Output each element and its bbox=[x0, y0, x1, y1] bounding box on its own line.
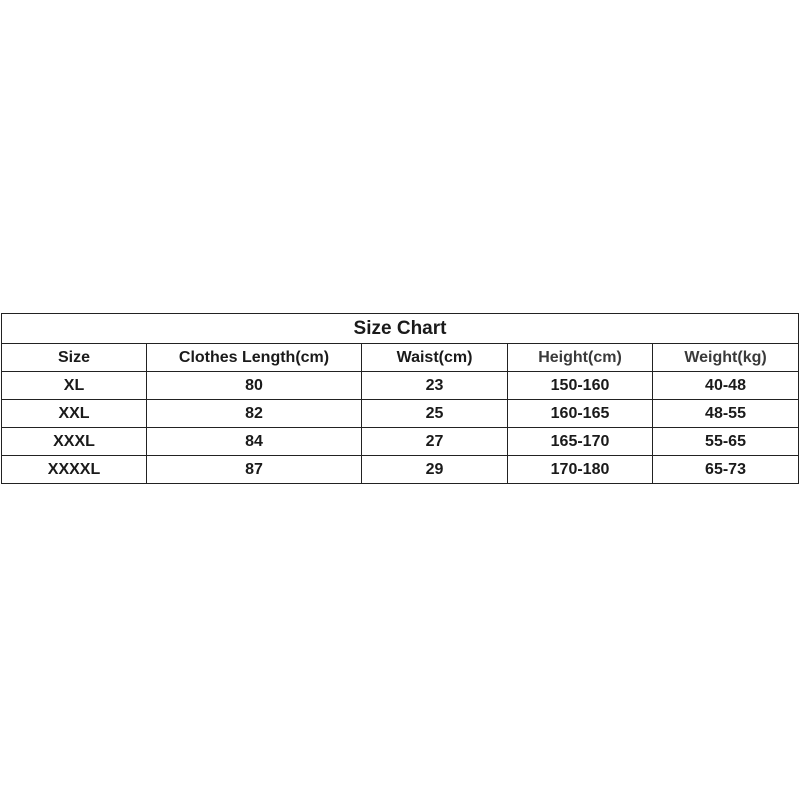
cell-height: 165-170 bbox=[508, 428, 653, 456]
cell-clothes-length: 82 bbox=[147, 400, 362, 428]
header-row bbox=[2, 344, 799, 372]
cell-size: XL bbox=[2, 372, 147, 400]
cell-height: 170-180 bbox=[508, 456, 653, 484]
cell-waist: 23 bbox=[362, 372, 508, 400]
table-title: Size Chart bbox=[2, 314, 799, 344]
column-header-size: Size bbox=[2, 344, 147, 372]
cell-weight: 40-48 bbox=[653, 372, 799, 400]
cell-waist: 27 bbox=[362, 428, 508, 456]
column-header-clothes-length: Clothes Length(cm) bbox=[147, 344, 362, 372]
cell-size: XXL bbox=[2, 400, 147, 428]
cell-waist: 25 bbox=[362, 400, 508, 428]
table-row bbox=[2, 400, 799, 428]
table-row bbox=[2, 456, 799, 484]
table-row bbox=[2, 372, 799, 400]
size-chart-table bbox=[1, 313, 799, 484]
cell-height: 160-165 bbox=[508, 400, 653, 428]
title-row bbox=[2, 314, 799, 344]
column-header-weight: Weight(kg) bbox=[653, 344, 799, 372]
column-header-height: Height(cm) bbox=[508, 344, 653, 372]
column-header-waist: Waist(cm) bbox=[362, 344, 508, 372]
cell-height: 150-160 bbox=[508, 372, 653, 400]
cell-weight: 48-55 bbox=[653, 400, 799, 428]
cell-size: XXXXL bbox=[2, 456, 147, 484]
cell-waist: 29 bbox=[362, 456, 508, 484]
cell-size: XXXL bbox=[2, 428, 147, 456]
cell-clothes-length: 87 bbox=[147, 456, 362, 484]
cell-clothes-length: 80 bbox=[147, 372, 362, 400]
cell-weight: 65-73 bbox=[653, 456, 799, 484]
cell-clothes-length: 84 bbox=[147, 428, 362, 456]
table-row bbox=[2, 428, 799, 456]
cell-weight: 55-65 bbox=[653, 428, 799, 456]
